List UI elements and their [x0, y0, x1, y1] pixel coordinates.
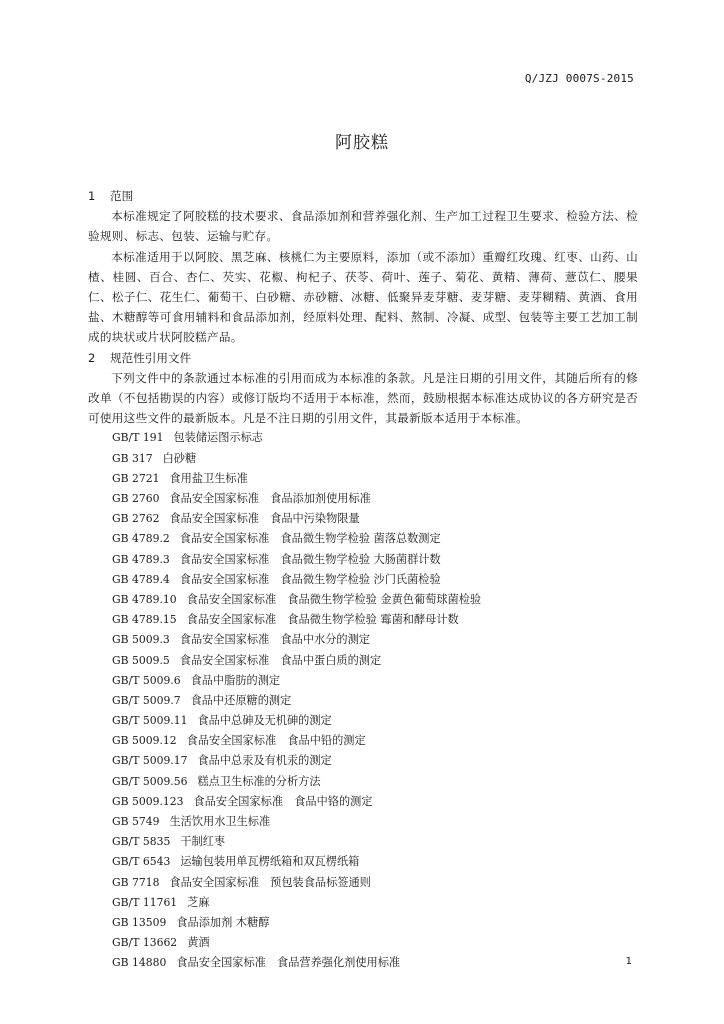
reference-item — [112, 731, 638, 751]
reference-title: 食品安全国家标准 食品中污染物限量 — [169, 512, 360, 526]
reference-title: 食品中总砷及无机砷的测定 — [197, 714, 332, 728]
reference-code: GB 5009.123 — [112, 794, 184, 808]
reference-code: GB 7718 — [112, 875, 160, 889]
reference-list — [88, 428, 638, 973]
reference-item — [112, 428, 638, 448]
references-intro-paragraph: 下列文件中的条款通过本标准的引用而成为本标准的条款。凡是注日期的引用文件，其随后所有的修改单（不包括勘误的内容）或修订版均不适用于本标准，然而，鼓励根据本标准达成协议的各方研究是否可使用这些文件的最新版本。凡是不注日期的引用文件，其最新版本适用于本标准。 — [88, 370, 638, 426]
reference-item — [112, 469, 638, 489]
reference-item — [112, 913, 638, 933]
reference-item — [112, 751, 638, 771]
reference-code: GB/T 5009.6 — [112, 673, 181, 687]
reference-title: 食品安全国家标准 食品微生物学检验 霉菌和酵母计数 — [186, 613, 459, 627]
document-body — [88, 186, 638, 974]
reference-code: GB/T 5009.11 — [112, 714, 188, 728]
reference-code: GB 13509 — [112, 915, 167, 929]
reference-code: GB 4789.15 — [112, 613, 177, 627]
reference-item — [112, 671, 638, 691]
reference-item — [112, 550, 638, 570]
reference-title: 食品安全国家标准 食品微生物学检验 金黄色葡萄球菌检验 — [186, 592, 482, 606]
reference-item — [112, 772, 638, 792]
section-heading-scope — [88, 186, 638, 206]
reference-item — [112, 509, 638, 529]
reference-title: 黄酒 — [187, 936, 210, 950]
reference-title: 干制红枣 — [180, 835, 226, 849]
reference-item — [112, 610, 638, 630]
reference-code: GB/T 5009.56 — [112, 774, 188, 788]
reference-code: GB 2760 — [112, 492, 160, 505]
reference-title: 运输包装用单瓦楞纸箱和双瓦楞纸箱 — [180, 855, 360, 869]
reference-title: 食品安全国家标准 食品添加剂使用标准 — [169, 492, 371, 505]
reference-code: GB/T 5009.7 — [112, 693, 181, 707]
reference-item — [112, 570, 638, 590]
reference-title: 食品安全国家标准 食品营养强化剂使用标准 — [176, 956, 401, 970]
reference-title: 白砂糖 — [162, 451, 197, 465]
scope-paragraph: 本标准适用于以阿胶、黑芝麻、核桃仁为主要原料，添加（或不添加）重瓣红玫瑰、红枣、山药、山楂、桂圆、百合、杏仁、芡实、花椒、枸杞子、茯苓、荷叶、莲子、菊花、黄精、薄荷、薏苡仁、腰果仁、松子仁、花生仁、葡萄干、白砂糖、赤砂糖、冰糖、低聚异麦芽糖、麦芽糖、麦芽糊精、黄酒、食用盐、木糖醇等可食用辅料和食品添加剂，经原料处理、配料、熬制、冷凝、成型、包装等主要工艺加工制成的块状或片状阿胶糕产品。 — [88, 249, 638, 345]
reference-title: 食品安全国家标准 食品中水分的测定 — [179, 633, 370, 647]
reference-code: GB/T 5009.17 — [112, 754, 188, 768]
reference-code: GB 2721 — [112, 471, 160, 485]
reference-item — [112, 893, 638, 913]
reference-code: GB/T 6543 — [112, 855, 171, 869]
reference-code: GB 4789.3 — [112, 552, 170, 566]
section-title: 规范性引用文件 — [110, 350, 192, 365]
reference-code: GB 4789.4 — [112, 572, 170, 586]
reference-title: 食品中还原糖的测定 — [190, 693, 292, 707]
reference-title: 包装储运图示标志 — [173, 431, 263, 445]
section-title: 范围 — [110, 189, 134, 203]
reference-code: GB 5009.5 — [112, 653, 170, 667]
reference-item — [112, 651, 638, 671]
reference-code: GB/T 11761 — [112, 895, 178, 909]
reference-item — [112, 832, 638, 852]
reference-item — [112, 873, 638, 893]
reference-code: GB 4789.10 — [112, 592, 177, 606]
reference-title: 食品安全国家标准 食品中蛋白质的测定 — [179, 653, 382, 667]
reference-title: 食品安全国家标准 食品中铅的测定 — [186, 734, 366, 748]
reference-title: 食品中脂肪的测定 — [190, 673, 281, 687]
reference-title: 芝麻 — [187, 895, 210, 909]
reference-code: GB/T 13662 — [112, 936, 178, 950]
section-number: 1 — [88, 189, 96, 203]
reference-item — [112, 449, 638, 469]
reference-item — [112, 529, 638, 549]
reference-code: GB/T 191 — [112, 431, 164, 445]
reference-title: 糕点卫生标准的分析方法 — [197, 774, 321, 788]
reference-code: GB/T 5835 — [112, 835, 171, 849]
reference-item — [112, 852, 638, 872]
reference-code: GB 5009.3 — [112, 633, 170, 647]
reference-code: GB 317 — [112, 451, 153, 465]
reference-item — [112, 590, 638, 610]
reference-code: GB 2762 — [112, 512, 160, 526]
reference-title: 食品中总汞及有机汞的测定 — [197, 754, 332, 768]
reference-title: 生活饮用水卫生标准 — [169, 815, 271, 828]
reference-item — [112, 792, 638, 812]
reference-item — [112, 711, 638, 731]
reference-title: 食用盐卫生标准 — [169, 471, 248, 485]
section-heading-normative-references — [88, 348, 638, 368]
document-title: 阿胶糕 — [335, 133, 389, 153]
reference-item — [112, 953, 638, 973]
reference-title: 食品安全国家标准 食品微生物学检验 沙门氏菌检验 — [179, 572, 441, 586]
reference-code: GB 5749 — [112, 815, 160, 828]
reference-title: 食品安全国家标准 食品微生物学检验 大肠菌群计数 — [179, 552, 441, 566]
reference-code: GB 14880 — [112, 956, 167, 970]
reference-title: 食品安全国家标准 食品中铬的测定 — [193, 794, 373, 808]
reference-item — [112, 691, 638, 711]
section-number: 2 — [88, 350, 96, 365]
reference-code: GB 5009.12 — [112, 734, 177, 748]
reference-item — [112, 812, 638, 832]
document-code: Q/JZJ 0007S-2015 — [524, 72, 634, 85]
scope-paragraph: 本标准规定了阿胶糕的技术要求、食品添加剂和营养强化剂、生产加工过程卫生要求、检验方法、检验规则、标志、包装、运输与贮存。 — [88, 209, 638, 244]
reference-code: GB 4789.2 — [112, 532, 170, 546]
reference-title: 食品添加剂 木糖醇 — [176, 915, 270, 929]
page-number: 1 — [625, 956, 632, 967]
reference-item — [112, 630, 638, 650]
reference-title: 食品安全国家标准 预包装食品标签通则 — [169, 875, 371, 889]
reference-title: 食品安全国家标准 食品微生物学检验 菌落总数测定 — [179, 532, 441, 546]
reference-item — [112, 933, 638, 953]
reference-item — [112, 489, 638, 509]
